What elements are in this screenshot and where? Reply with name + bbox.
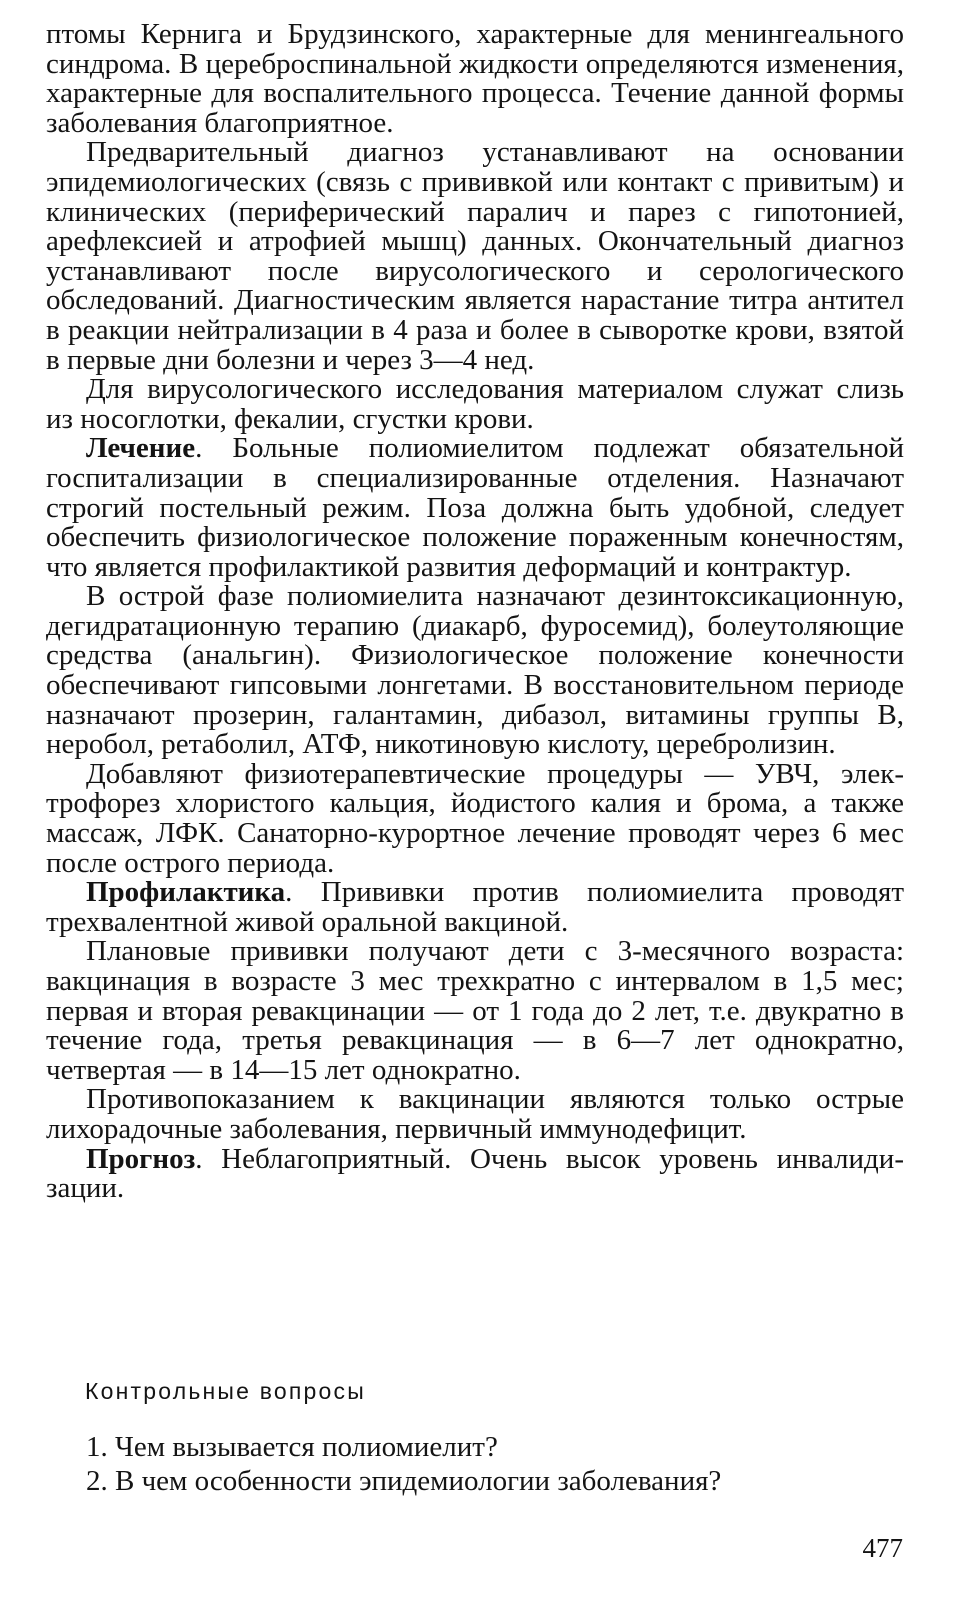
question-item: 1. Чем вызывается полиомиелит? (86, 1431, 498, 1463)
paragraph-prevention (46, 878, 904, 937)
term-prognosis: Прогноз (86, 1142, 196, 1175)
question-item: 2. В чем особенности эпидемиологии заболевания? (86, 1465, 722, 1497)
paragraph-vaccination-schedule (46, 937, 904, 1085)
paragraph-text: Для вирусологического исследования материалом служат слизь из носоглотки, фекалии, сгустки крови. (46, 373, 904, 435)
questions-list (86, 1430, 721, 1498)
paragraph-text: птомы Кернига и Брудзинского, характерные для менингеального синдрома. В цереброспинальной жидкости определяются изменения, характерные для воспалительного процесса. Течение данной формы заболевания благоприятное. (46, 18, 904, 139)
section-title: Контрольные вопросы (85, 1378, 366, 1404)
paragraph-acute-phase (46, 582, 904, 760)
document-body (46, 20, 904, 1204)
paragraph-prognosis (46, 1142, 904, 1205)
paragraph-text: . Неблагоприятный. Очень высок уровень инвалидизации. (46, 1142, 904, 1205)
paragraph-text: Противопоказанием к вакцинации являются только острые лихорадочные заболевания, первичный иммунодефицит. (46, 1083, 904, 1145)
paragraph-treatment (46, 434, 904, 582)
term-treatment: Лечение (86, 432, 196, 465)
paragraph-preliminary-diagnosis (46, 138, 904, 375)
paragraph-text: Предварительный диагноз устанавливают на основании эпидемиологических (связь с прививкой или контакт с привитым) и клинических (периферический паралич и парез с гипотонией, арефлексией и атрофией мышц) данных. Окончательный диагноз устанавливают после вирусологического и серологического обследований. Диагностическим является нарастание титра антител в реакции нейтрализации в 4 раза и более в сыворотке крови, взятой в первые дни болезни и через 3—4 нед. (46, 136, 904, 376)
paragraph-contraindications (46, 1085, 904, 1144)
page-number: 477 (862, 1533, 903, 1563)
paragraph-text: В острой фазе полиомиелита назначают дезинтоксикационную, дегидратационную терапию (диакарб, фуросемид), болеутоляющие средства (анальгин). Физиологическое положение конечности обеспечивают гипсовыми лонгетами. В восстановительном периоде назначают прозерин, галантамин, дибазол, витамины группы В, неробол, ретаболил, АТФ, никотиновую кислоту, церебролизин. (46, 580, 904, 761)
paragraph-virology-material (46, 375, 904, 434)
paragraph-physiotherapy (46, 757, 904, 879)
term-prevention: Профилактика (86, 876, 286, 909)
paragraph-text: Добавляют физиотерапевтические процедуры — УВЧ, электрофорез хлористого кальция, йодистого калия и брома, а также массаж, ЛФК. Санаторно-курортное лечение проводят через 6 мес после острого периода. (46, 757, 904, 879)
paragraph-text: Плановые прививки получают дети с 3-месячного возраста: вакцинация в возрасте 3 мес трехкратно с интервалом в 1,5 мес; первая и вторая ревакцинации — от 1 года до 2 лет, т.е. двукратно в течение года, третья ревакцинация — в 6—7 лет однократно, четвертая — в 14—15 лет однократно. (46, 935, 904, 1086)
paragraph-text: . Прививки против полиомиелита проводят трехвалентной живой оральной вакциной. (46, 876, 904, 938)
paragraph-meningeal-syndrome (46, 20, 904, 138)
paragraph-text: . Больные полиомиелитом подлежат обязательной госпитализации в специализированные отделения. Назначают строгий постельный режим. Поза должна быть удобной, следует обеспечить физиологическое положение пораженным конечностям, что является профилактикой развития деформаций и контрактур. (46, 432, 904, 583)
